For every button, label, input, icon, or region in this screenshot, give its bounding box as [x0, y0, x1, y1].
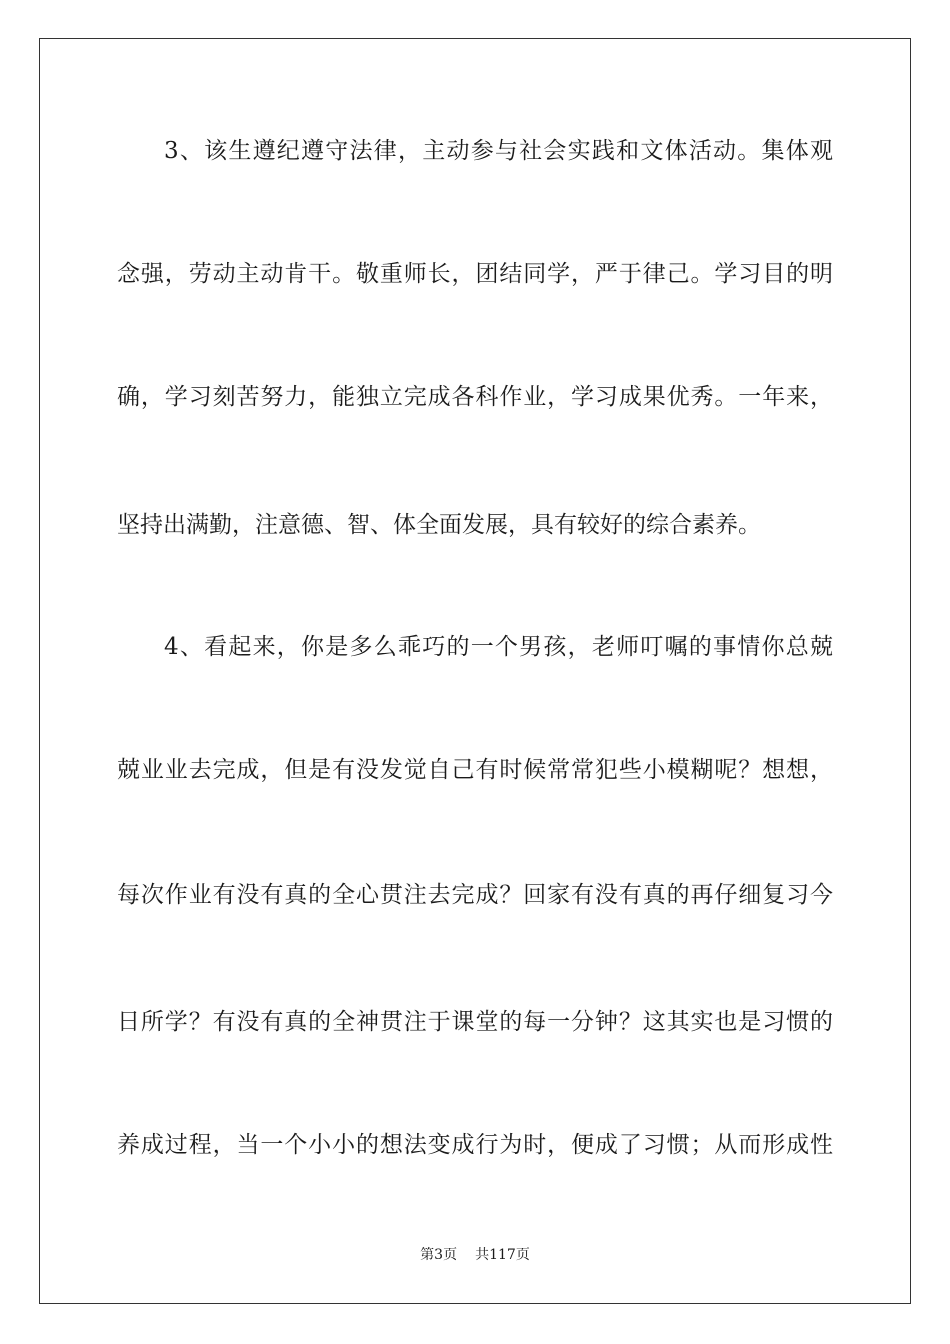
paragraph-2-line-1: 4、看起来，你是多么乖巧的一个男孩，老师叮嘱的事情你总兢 [164, 634, 833, 660]
page-number: 第3页 [420, 1247, 458, 1263]
page-footer [0, 1246, 950, 1264]
paragraph-1-line-3: 确，学习刻苦努力，能独立完成各科作业，学习成果优秀。一年来， [117, 384, 833, 410]
paragraph-1-line-2: 念强，劳动主动肯干。敬重师长，团结同学，严于律己。学习目的明 [117, 261, 833, 287]
paragraph-2-line-2: 兢业业去完成，但是有没发觉自己有时候常常犯些小模糊呢？想想， [117, 757, 833, 783]
paragraph-2-line-3: 每次作业有没有真的全心贯注去完成？回家有没有真的再仔细复习今 [117, 882, 833, 908]
paragraph-2-line-5: 养成过程，当一个小小的想法变成行为时，便成了习惯；从而形成性 [117, 1132, 833, 1158]
page-total: 共117页 [475, 1247, 530, 1263]
paragraph-1-line-4: 坚持出满勤，注意德、智、体全面发展，具有较好的综合素养。 [117, 512, 761, 538]
page-border [39, 38, 911, 1304]
paragraph-2-line-4: 日所学？有没有真的全神贯注于课堂的每一分钟？这其实也是习惯的 [117, 1009, 833, 1035]
paragraph-1-line-1: 3、该生遵纪遵守法律，主动参与社会实践和文体活动。集体观 [164, 138, 833, 164]
